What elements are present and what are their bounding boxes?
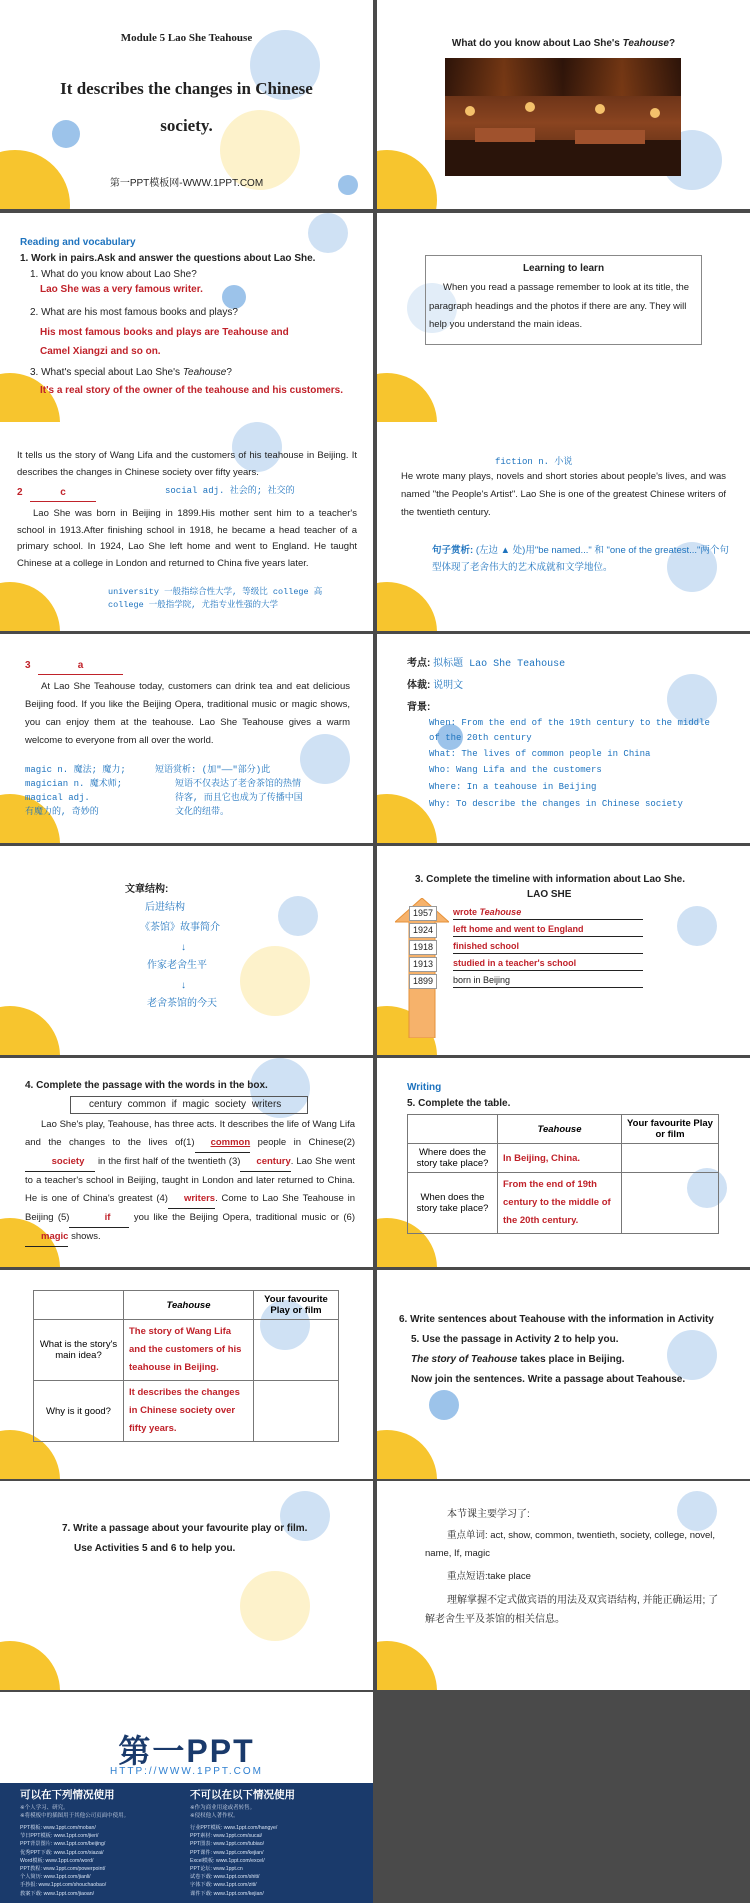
yellow-circle (0, 1641, 60, 1690)
yellow-circle (377, 1641, 437, 1690)
question-3: 3. What's special about Lao She's Teahouse? (30, 367, 232, 378)
usage-can-1: ※个人学习、研究。 (20, 1805, 69, 1811)
blue-circle (278, 896, 318, 936)
module-title: Module 5 Lao She Teahouse (120, 32, 253, 44)
usage-cannot-2: ※侵权他人著作权。 (190, 1813, 239, 1819)
footer-link[interactable]: PPT图表: www.1ppt.com/tubiao/ (190, 1841, 265, 1848)
summary-heading: 本节课主要学习了: (447, 1509, 530, 1520)
brand-logo: 第一PPT (118, 1733, 255, 1769)
magic-note-2: magician n. 魔术师; (25, 779, 123, 789)
blue-circle (677, 1491, 717, 1531)
footer-link[interactable]: 优秀PPT下载: www.1ppt.com/xiazai/ (20, 1849, 104, 1856)
task-line-1: 6. Write sentences about Teahouse with the information in Activity (399, 1314, 714, 1325)
usage-can-heading: 可以在下列情况使用 (20, 1789, 115, 1801)
yellow-circle (0, 582, 60, 631)
slide-timeline (377, 846, 750, 1055)
exam-point: 考点: 拟标题 Lao She Teahouse (407, 658, 566, 670)
vocab-note-2b: college 一般指学院, 尤指专业性强的大学 (108, 600, 279, 610)
structure-box-2: 《茶馆》故事简介 (140, 923, 220, 934)
answer-3: It's a real story of the owner of the teahouse and his customers. (40, 385, 344, 396)
magic-note-4: 有魔力的, 奇妙的 (25, 807, 99, 817)
vocab-note: social adj. 社会的; 社交的 (165, 486, 295, 496)
row-question: Why is it good? (34, 1381, 124, 1442)
task-title: 4. Complete the passage with the words in the box. (25, 1080, 268, 1091)
structure-title: 文章结构: (125, 884, 169, 895)
slide-structure (0, 846, 373, 1055)
passage-with-blanks: Lao She's play, Teahouse, has three acts. It describes the life of Wang Lifa and the changes to the lives of(1) common people in Chinese(2)society in the first half of the twentieth (3) century. Lao She went to a teacher's school in Beijing, taught in London and later returned to China. He is one of China's greatest (4) writers. Come to Lao She Teahouse in Beijing (5) if you like the Beijing Opera, traditional music or (6)magic shows. (25, 1116, 355, 1247)
task-line-1: 7. Write a passage about your favourite play or film. (62, 1523, 308, 1534)
slide-analysis (377, 634, 750, 843)
slide-learning-to-learn (377, 213, 750, 422)
row-question: Where does the story take place? (408, 1144, 498, 1173)
timeline-event: left home and went to England (453, 923, 643, 937)
row-question: What is the story's main idea? (34, 1320, 124, 1381)
footer-link[interactable]: 行业PPT模板: www.1ppt.com/hangye/ (190, 1825, 278, 1831)
slide-reading (0, 213, 373, 422)
yellow-circle (377, 150, 437, 209)
yellow-circle (240, 946, 310, 1016)
timeline-event: born in Beijing (453, 974, 643, 988)
usage-cannot-1: ※作为商业用途或者转售。 (190, 1805, 256, 1811)
slide-passage-2 (0, 422, 373, 631)
footer-link[interactable]: PPT背景图片: www.1ppt.com/beijing/ (20, 1841, 106, 1848)
footer-ad (0, 1692, 373, 1903)
row-answer: In Beijing, China. (498, 1144, 622, 1173)
slide-complete-passage (0, 1058, 373, 1267)
timeline-event: studied in a teacher's school (453, 957, 643, 971)
phrase-note-3: 待客, 而且它也成为了传播中国 (175, 793, 303, 803)
yellow-circle (240, 1571, 310, 1641)
box-heading: Learning to learn (522, 263, 605, 274)
passage-para-1: It tells us the story of Wang Lifa and the customers of his teahouse in Beijing. It describes the changes in Chinese society over fifty years. (17, 450, 357, 478)
row-answer: From the end of 19th century to the middle of the 20th century. (498, 1173, 622, 1234)
col-header-teahouse: Teahouse (498, 1115, 622, 1144)
usage-can-2: ※将模板中的插图用于其他公司页面中使用。 (20, 1813, 130, 1819)
vocab-note-2a: university 一般指综合性大学, 等级比 college 高 (108, 587, 323, 597)
yellow-circle (377, 794, 437, 843)
footer-link[interactable]: PPT模板: www.1ppt.com/moban/ (20, 1825, 96, 1831)
complete-table (407, 1114, 719, 1234)
blue-circle (677, 906, 717, 946)
passage-para-2: Lao She was born in Beijing in 1899.His mother sent him to a teacher's school in 1913.After finishing school in 1918, he became a head teacher of a primary school. In 1924, Lao She left home and went to England. He taught Chinese at a college in London and returned to China five years later. (17, 508, 357, 569)
key-phrases: 重点短语:take place (447, 1571, 531, 1582)
footer-link[interactable]: 课件下载: www.1ppt.com/kejian/ (190, 1890, 264, 1897)
analysis-text: 句子赏析: (左边 ▲ 处)用"be named..." 和 "one of the greatest..."两个句型体现了老舍伟大的艺术成就和文学地位。 (432, 545, 729, 574)
slide-summary (377, 1481, 750, 1690)
blue-circle (429, 1390, 459, 1420)
col-header-favourite: Your favourite Play or film (622, 1115, 719, 1144)
links-right (190, 1824, 360, 1898)
site-credit: 第一PPT模板网-WWW.1PPT.COM (109, 178, 264, 189)
phrase-note-2: 短语不仅表达了老舍茶馆的热情 (175, 779, 302, 789)
timeline-year: 1924 (409, 923, 437, 938)
task-line-3: The story of Teahouse takes place in Beijing. (411, 1354, 625, 1365)
arrow-icon: ↓ (181, 942, 186, 953)
key-grammar: 理解掌握不定式做宾语的用法及双宾语结构, 并能正确运用; 了解老舍生平及茶馆的相关信息。 (425, 1595, 719, 1625)
answer-2a: His most famous books and plays are Teahouse and (40, 327, 289, 338)
footer-link[interactable]: Excel模板: www.1ppt.com/excel/ (190, 1857, 265, 1864)
footer-link[interactable]: PPT教程: www.1ppt.com/powerpoint/ (20, 1866, 106, 1873)
timeline-year: 1918 (409, 940, 437, 955)
arrow-icon: ↓ (181, 980, 186, 991)
bg-when: When: From the end of the 19th century to the middle of the 20th century (429, 718, 710, 744)
footer-link[interactable]: 教案下载: www.1ppt.com/jiaoan/ (20, 1890, 95, 1897)
question-heading: What do you know about Lao She's Teahouse? (451, 38, 676, 49)
col-header-favourite: Your favourite Play or film (254, 1291, 339, 1320)
footer-link[interactable]: 字体下载: www.1ppt.com/ziti/ (190, 1882, 257, 1889)
timeline-title: 3. Complete the timeline with information about Lao She. (415, 874, 686, 885)
background-label: 背景: (407, 702, 431, 713)
structure-box-3: 作家老舍生平 (147, 961, 207, 972)
bg-where: Where: In a teahouse in Beijing (429, 782, 597, 792)
row-question: When does the story take place? (408, 1173, 498, 1234)
yellow-circle (377, 582, 437, 631)
bg-why: Why: To describe the changes in Chinese society (429, 799, 683, 809)
slide-write-sentences (377, 1270, 750, 1479)
task-line-4: Now join the sentences. Write a passage about Teahouse. (411, 1374, 686, 1385)
phrase-note-4: 文化的纽带。 (175, 807, 230, 817)
magic-note-1: magic n. 魔法; 魔力; (25, 765, 126, 775)
section-heading: Writing (407, 1082, 442, 1093)
timeline-year: 1913 (409, 957, 437, 972)
complete-table (33, 1290, 339, 1442)
slide-passage-3 (377, 422, 750, 631)
footer-link[interactable]: 手抄报: www.1ppt.com/shouchaobao/ (20, 1882, 107, 1889)
slide-write-passage (0, 1481, 373, 1690)
question-number: 3 (25, 660, 31, 671)
brand-url[interactable]: HTTP://WWW.1PPT.COM (110, 1766, 263, 1777)
timeline-event: finished school (453, 940, 643, 954)
footer-link[interactable]: 试卷下载: www.1ppt.com/shiti/ (190, 1874, 260, 1881)
passage-para-4: At Lao She Teahouse today, customers can drink tea and eat delicious Beijing food. If you like the Beijing Opera, traditional music or magic shows, you can enjoy them at the teahouse. Lao She Teahouse gives a warm welcome to everyone from all over the world. (25, 681, 350, 747)
structure-box-1: 后进结构 (145, 903, 185, 914)
slide-passage-4 (0, 634, 373, 843)
answer-letter: c (30, 485, 96, 502)
footer-link[interactable]: PPT论坛: www.1ppt.cn (190, 1866, 243, 1873)
question-2: 2. What are his most famous books and plays? (30, 307, 238, 318)
timeline-year: 1899 (409, 974, 437, 989)
slide-teahouse-photo (377, 0, 750, 209)
usage-cannot-heading: 不可以在以下情况使用 (190, 1789, 295, 1801)
passage-para-3: He wrote many plays, novels and short stories about people's lives, and was named "the People's Artist". Lao She is one of the greatest Chinese writers of the twentieth century. (401, 471, 726, 519)
teahouse-photo (445, 58, 681, 176)
key-words: 重点单词: act, show, common, twentieth, society, college, novel, name, If, magic (425, 1530, 716, 1560)
footer-link[interactable]: Word模板: www.1ppt.com/word/ (20, 1857, 94, 1864)
bg-what: What: The lives of common people in China (429, 749, 651, 759)
word-box: century common if magic society writers (70, 1096, 308, 1114)
answer-letter: a (38, 658, 123, 675)
slide-title (0, 0, 373, 209)
box-body: When you read a passage remember to look at its title, the paragraph headings and the photos if there are any. They will help you understand the main ideas. (429, 282, 690, 331)
slide-writing-table-2 (0, 1270, 373, 1479)
task-line-2: Use Activities 5 and 6 to help you. (74, 1543, 236, 1554)
slide-title-line2: society. (160, 116, 213, 135)
footer-link[interactable]: 节日PPT模板: www.1ppt.com/jieri/ (20, 1833, 99, 1840)
yellow-circle (377, 1430, 437, 1479)
answer-2b: Camel Xiangzi and so on. (40, 346, 161, 357)
row-answer: It describes the changes in Chinese society over fifty years. (124, 1381, 254, 1442)
col-header-teahouse: Teahouse (124, 1291, 254, 1320)
question-1: 1. What do you know about Lao She? (30, 269, 197, 280)
fiction-note: fiction n. 小说 (495, 457, 573, 467)
timeline-event: wrote Teahouse (453, 906, 643, 920)
task-title: 5. Complete the table. (407, 1098, 511, 1109)
footer-link[interactable]: 个人简历: www.1ppt.com/jianli/ (20, 1874, 91, 1881)
footer-link[interactable]: PPT素材: www.1ppt.com/sucai/ (190, 1833, 263, 1840)
slide-writing-table (377, 1058, 750, 1267)
section-heading: Reading and vocabulary (20, 237, 136, 248)
slide-title-line1: It describes the changes in Chinese (60, 79, 313, 98)
task-line-2: 5. Use the passage in Activity 2 to help you. (411, 1334, 619, 1345)
blue-circle (308, 213, 348, 253)
timeline-year: 1957 (409, 906, 437, 921)
bg-who: Who: Wang Lifa and the customers (429, 765, 602, 775)
timeline-name: LAO SHE (527, 889, 572, 900)
yellow-circle (0, 1006, 60, 1055)
genre: 体裁: 说明文 (407, 680, 464, 692)
row-answer: The story of Wang Lifa and the customers of his teahouse in Beijing. (124, 1320, 254, 1381)
links-left (20, 1824, 190, 1898)
yellow-circle (377, 373, 437, 422)
footer-link[interactable]: PPT课件: www.1ppt.com/kejian/ (190, 1849, 264, 1856)
task-instruction: 1. Work in pairs.Ask and answer the questions about Lao She. (20, 253, 316, 264)
phrase-note-1: 短语赏析: (加"——"部分)此 (155, 765, 271, 775)
answer-1: Lao She was a very famous writer. (40, 284, 203, 295)
question-number: 2 (17, 487, 23, 498)
magic-note-3: magical adj. (25, 793, 90, 803)
structure-box-4: 老舍茶馆的今天 (147, 999, 217, 1010)
